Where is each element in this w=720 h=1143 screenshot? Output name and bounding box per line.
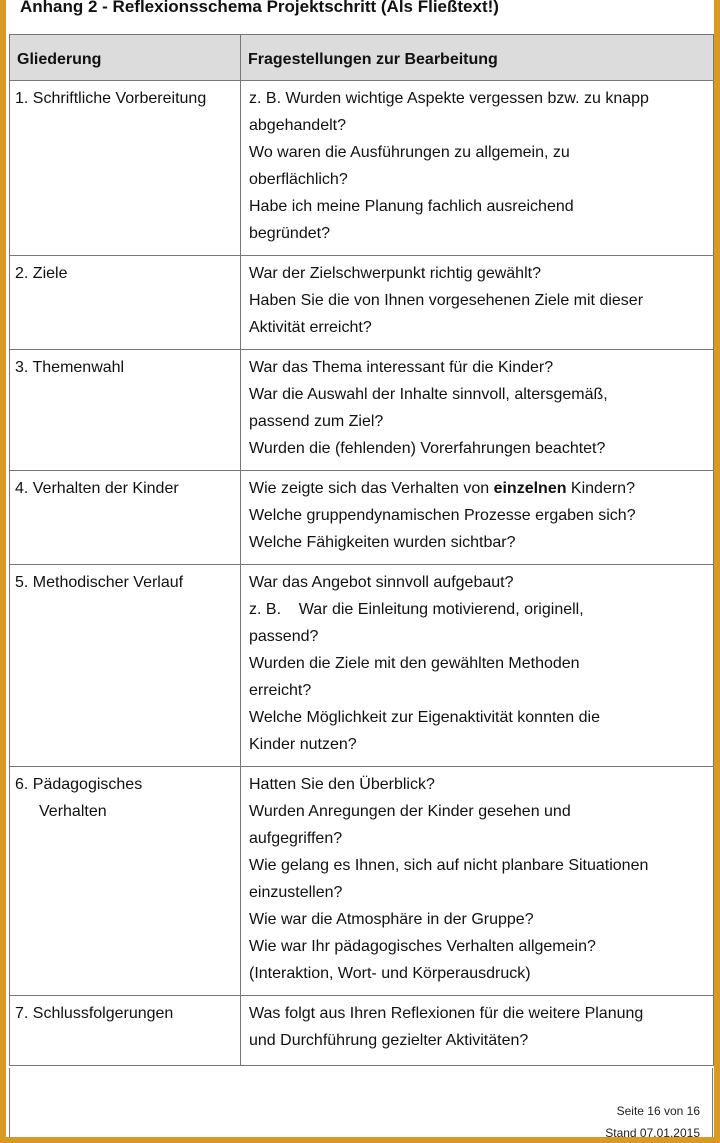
page-footer <box>9 1068 713 1137</box>
question-line: einzustellen? <box>249 884 343 901</box>
table-row <box>10 767 714 996</box>
table-header-row <box>10 35 714 81</box>
questions-cell <box>241 767 714 996</box>
question-line: abgehandelt? <box>249 117 346 134</box>
question-line <box>249 475 709 502</box>
questions-cell <box>241 350 714 471</box>
question-line: War das Angebot sinnvoll aufgebaut? <box>249 574 514 591</box>
question-line: War der Zielschwerpunkt richtig gewählt? <box>249 265 541 282</box>
reflection-table <box>9 34 714 1066</box>
question-line: Wurden die (fehlenden) Vorerfahrungen beachtet? <box>249 440 606 457</box>
question-line: Haben Sie die von Ihnen vorgesehenen Ziele mit dieser <box>249 292 644 309</box>
question-line: z. B. Wurden wichtige Aspekte vergessen bzw. zu knapp <box>249 90 649 107</box>
section-label: 7. Schlussfolgerungen <box>15 1005 174 1022</box>
page-number: Seite 16 von 16 <box>616 1104 700 1118</box>
question-line: Wurden Anregungen der Kinder gesehen und <box>249 803 571 820</box>
table-row <box>10 256 714 350</box>
section-label: 4. Verhalten der Kinder <box>15 480 179 497</box>
section-cell <box>10 996 241 1066</box>
section-label: 6. Pädagogisches <box>15 776 143 793</box>
section-cell <box>10 565 241 767</box>
questions-cell <box>241 81 714 256</box>
section-cell <box>10 767 241 996</box>
question-line: Welche Möglichkeit zur Eigenaktivität konnten die <box>249 709 600 726</box>
question-line: Wie gelang es Ihnen, sich auf nicht planbare Situationen <box>249 857 649 874</box>
question-text: Kindern? <box>566 480 635 497</box>
table-row <box>10 81 714 256</box>
questions-cell <box>241 565 714 767</box>
question-line: passend? <box>249 628 319 645</box>
question-text: Wie zeigte sich das Verhalten von <box>249 480 494 497</box>
question-line: Kinder nutzen? <box>249 736 357 753</box>
table-row <box>10 996 714 1066</box>
question-line: (Interaktion, Wort- und Körperausdruck) <box>249 965 531 982</box>
document-page <box>6 0 714 1137</box>
header-fragestellungen: Fragestellungen zur Bearbeitung <box>241 35 714 81</box>
question-line: Wie war Ihr pädagogisches Verhalten allgemein? <box>249 938 596 955</box>
questions-cell <box>241 256 714 350</box>
question-line: Welche gruppendynamischen Prozesse ergaben sich? <box>249 507 636 524</box>
table-row <box>10 471 714 565</box>
question-line: War die Auswahl der Inhalte sinnvoll, altersgemäß, <box>249 386 608 403</box>
section-label: Verhalten <box>39 803 107 820</box>
question-line: begründet? <box>249 225 330 242</box>
question-line: Welche Fähigkeiten wurden sichtbar? <box>249 534 516 551</box>
question-line: Was folgt aus Ihren Reflexionen für die weitere Planung <box>249 1005 644 1022</box>
document-date: Stand 07.01.2015 <box>605 1126 700 1137</box>
question-line: Wie war die Atmosphäre in der Gruppe? <box>249 911 534 928</box>
question-line: z. B. War die Einleitung motivierend, originell, <box>249 601 584 618</box>
table-row <box>10 350 714 471</box>
header-gliederung: Gliederung <box>10 35 241 81</box>
question-line: erreicht? <box>249 682 312 699</box>
questions-cell <box>241 996 714 1066</box>
questions-cell <box>241 471 714 565</box>
section-label: 3. Themenwahl <box>15 359 125 376</box>
question-line: Aktivität erreicht? <box>249 319 372 336</box>
section-cell <box>10 256 241 350</box>
question-line: Wurden die Ziele mit den gewählten Methoden <box>249 655 580 672</box>
table-row <box>10 565 714 767</box>
question-line: Hatten Sie den Überblick? <box>249 776 435 793</box>
section-cell <box>10 350 241 471</box>
section-label: 1. Schriftliche Vorbereitung <box>15 90 207 107</box>
page-title: Anhang 2 - Reflexionsschema Projektschritt (Als Fließtext!) <box>20 0 499 16</box>
section-label: 5. Methodischer Verlauf <box>15 574 184 591</box>
question-line: oberflächlich? <box>249 171 348 188</box>
section-cell <box>10 81 241 256</box>
emphasis-text: einzelnen <box>493 480 567 497</box>
question-line: passend zum Ziel? <box>249 413 384 430</box>
question-line: aufgegriffen? <box>249 830 343 847</box>
question-line: Wo waren die Ausführungen zu allgemein, zu <box>249 144 570 161</box>
section-cell <box>10 471 241 565</box>
question-line: War das Thema interessant für die Kinder? <box>249 359 554 376</box>
question-line: Habe ich meine Planung fachlich ausreichend <box>249 198 574 215</box>
section-label: 2. Ziele <box>15 265 68 282</box>
question-line: und Durchführung gezielter Aktivitäten? <box>249 1032 529 1049</box>
